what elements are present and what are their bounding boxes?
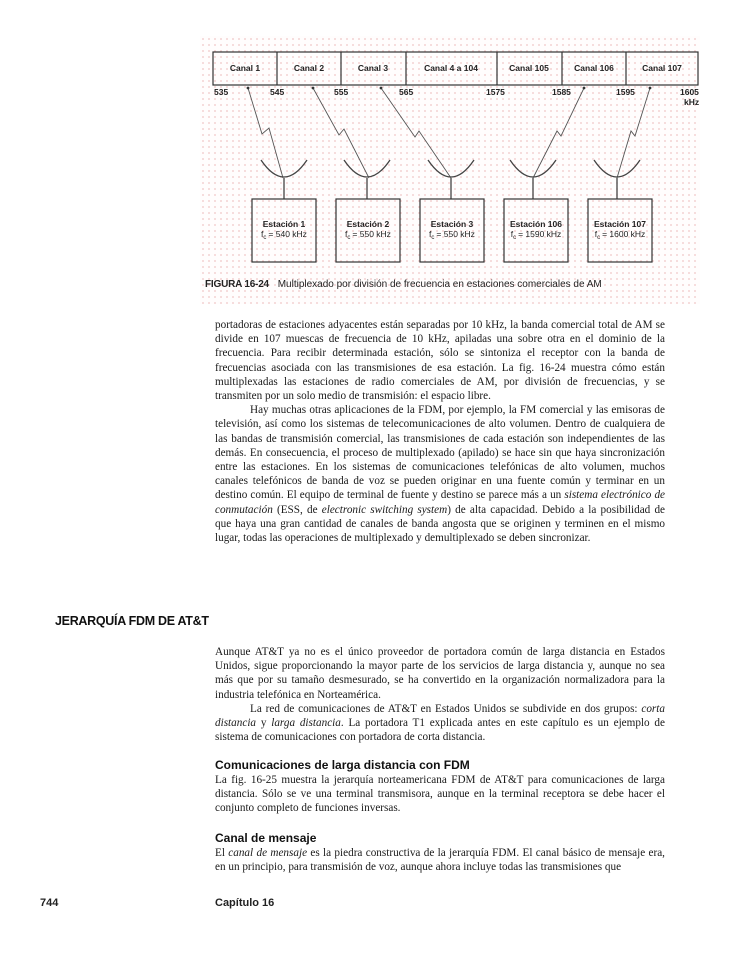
text-run: y bbox=[256, 717, 272, 730]
paragraph: portadoras de estaciones adyacentes están separadas por 10 kHz, la banda comercial total de AM se divide en 107 muescas de frecuencia de 10 kHz, apiladas una sobre otra en el dominio de la frecuencia. Para recibir determinada estación, sólo se sintoniza el receptor con la banda de frecuencias asociada con las transmisiones de esa estación. La fig. 16-24 muestra cómo están multiplexadas las estaciones de radio comerciales de AM, por división de frecuencias, y se transmiten por un solo medio de transmisión: el espacio libre. bbox=[215, 319, 665, 403]
station-name: Estación 2 bbox=[346, 219, 390, 229]
fdm-figure-diagram bbox=[0, 0, 754, 300]
channel-label: Canal 2 bbox=[293, 63, 325, 73]
fc-symbol: f bbox=[261, 229, 264, 239]
frequency-ticks bbox=[214, 87, 699, 107]
antenna-dish-icon bbox=[594, 160, 640, 177]
figure-caption-text: Multiplexado por división de frecuencia en estaciones comerciales de AM bbox=[277, 279, 602, 290]
text-run: La red de comunicaciones de AT&T en Estados Unidos se subdivide en dos grupos: bbox=[250, 702, 642, 715]
emphasis: corta distancia bbox=[215, 702, 665, 730]
paragraph bbox=[215, 846, 665, 874]
station-frequency bbox=[429, 229, 475, 241]
frequency-tick: 555 bbox=[334, 87, 349, 97]
section-text-block bbox=[215, 645, 665, 744]
signal-paths bbox=[248, 88, 650, 178]
antenna-dish-icon bbox=[510, 160, 556, 177]
emphasis: sistema electrónico de conmutación bbox=[215, 489, 665, 516]
paragraph: La fig. 16-25 muestra la jerarquía norteamericana FDM de AT&T para comunicaciones de larga distancia. Sólo se ve una terminal transmisora, aunque en la terminal receptora se debe hacer el conjunto completo de funciones inversas. bbox=[215, 774, 665, 815]
fc-subscript: c bbox=[513, 235, 517, 241]
station-name: Estación 1 bbox=[262, 219, 306, 229]
frequency-unit: kHz bbox=[684, 97, 700, 107]
fc-value: = 550 kHz bbox=[352, 229, 391, 239]
frequency-tick: 1605 bbox=[680, 87, 699, 97]
text-run: El bbox=[215, 847, 229, 859]
text-run: es la piedra constructiva de la jerarquía FDM. El canal básico de mensaje era, en un principio, para transmisión de voz, aunque ahora incluye todas las transmisiones que bbox=[215, 847, 665, 874]
page-number: 744 bbox=[40, 897, 59, 909]
text-run: ) de alta capacidad. Debido a la posibilidad de que haya una gran cantidad de canales de banda angosta que se originen y terminen en el mismo lugar, todas las operaciones de multiplexado y demultiplexado se deben sincronizar. bbox=[215, 503, 666, 545]
signal-arrowheads bbox=[247, 87, 652, 90]
station-name: Estación 107 bbox=[594, 219, 646, 229]
frequency-tick: 545 bbox=[270, 87, 285, 97]
fc-subscript: c bbox=[597, 235, 601, 241]
channel-label: Canal 4 a 104 bbox=[424, 63, 478, 73]
station-frequency bbox=[511, 229, 562, 241]
signal-path-2 bbox=[313, 88, 369, 178]
text-run: (ESS, de bbox=[272, 503, 322, 516]
signal-path-107 bbox=[617, 88, 650, 178]
text-run: . La portadora T1 explicada antes en este capítulo es un ejemplo de sistema de comunicaciones con portadora de corta distancia. bbox=[215, 717, 665, 744]
station-frequency bbox=[345, 229, 391, 241]
signal-path-3 bbox=[381, 88, 451, 178]
antennas bbox=[261, 160, 640, 199]
frequency-tick: 1575 bbox=[486, 87, 505, 97]
subsection-heading: Comunicaciones de larga distancia con FDM bbox=[215, 758, 470, 772]
figure-number: FIGURA 16-24 bbox=[205, 279, 269, 290]
chapter-label: Capítulo 16 bbox=[215, 897, 275, 909]
emphasis: larga distancia bbox=[271, 717, 341, 730]
fc-value: = 540 kHz bbox=[268, 229, 307, 239]
channel-labels bbox=[230, 63, 682, 73]
channel-label: Canal 105 bbox=[509, 63, 549, 73]
arrowhead bbox=[649, 87, 652, 90]
arrowhead bbox=[583, 87, 586, 90]
signal-path-106 bbox=[533, 88, 584, 178]
station-frequency bbox=[595, 229, 646, 241]
paragraph bbox=[215, 403, 665, 545]
fc-value: = 1600 kHz bbox=[602, 229, 646, 239]
fc-subscript: c bbox=[431, 235, 435, 241]
arrowhead bbox=[312, 87, 315, 90]
signal-path-1 bbox=[248, 88, 283, 178]
antenna-dish-icon bbox=[428, 160, 474, 177]
paragraph: Aunque AT&T ya no es el único proveedor de portadora común de larga distancia en Estados Unidos, sigue proporcionando la mayor parte de los servicios de larga distancia y, aunque no sea más que por su tamaño desmesurado, se ha convertido en la organización normalizadora para la industria telefónica en Norteamérica. bbox=[215, 646, 665, 701]
subsection-text bbox=[215, 773, 665, 816]
channel-label: Canal 106 bbox=[574, 63, 614, 73]
body-text-block bbox=[215, 318, 665, 545]
station-name: Estación 106 bbox=[510, 219, 562, 229]
subsection-text bbox=[215, 846, 665, 874]
frequency-tick: 565 bbox=[399, 87, 414, 97]
station-name: Estación 3 bbox=[430, 219, 474, 229]
paragraph bbox=[215, 702, 665, 745]
fc-symbol: f bbox=[429, 229, 432, 239]
emphasis: canal de mensaje bbox=[228, 847, 308, 859]
arrowhead bbox=[247, 87, 250, 90]
section-heading: JERARQUÍA FDM DE AT&T bbox=[55, 614, 209, 628]
figure-caption bbox=[205, 279, 602, 290]
channel-label: Canal 107 bbox=[642, 63, 682, 73]
text-run: Hay muchas otras aplicaciones de la FDM, por ejemplo, la FM comercial y las emisoras de televisión, así como los sistemas de telecomunicaciones de alto volumen. Dentro de cualquiera de las bandas de transmisión comercial, las transmisiones de cada estación son independientes de las demás. En consecuencia, el proceso de multiplexado (apilado) se hace sin que haya sincronización entre las estaciones. En los sistemas de comunicaciones telefónicas de alto volumen, muchos canales telefónicos de banda de voz se pueden originar en una fuente común y terminar en un destino común. El equipo de terminal de fuente y destino se parece más a un bbox=[215, 404, 665, 502]
emphasis: electronic switching system bbox=[321, 503, 448, 516]
frequency-tick: 1585 bbox=[552, 87, 571, 97]
fc-value: = 1590 kHz bbox=[518, 229, 562, 239]
fc-subscript: c bbox=[347, 235, 351, 241]
fc-symbol: f bbox=[345, 229, 348, 239]
fc-value: = 550 kHz bbox=[436, 229, 475, 239]
fc-symbol: f bbox=[594, 229, 598, 239]
subsection-heading: Canal de mensaje bbox=[215, 831, 317, 845]
station-frequency bbox=[261, 229, 307, 241]
frequency-tick: 535 bbox=[214, 87, 229, 97]
fc-symbol: f bbox=[510, 229, 514, 239]
antenna-dish-icon bbox=[261, 160, 307, 177]
frequency-tick: 1595 bbox=[616, 87, 635, 97]
channel-label: Canal 3 bbox=[357, 63, 389, 73]
fc-subscript: c bbox=[263, 235, 267, 241]
arrowhead bbox=[380, 87, 383, 90]
channel-label: Canal 1 bbox=[229, 63, 261, 73]
